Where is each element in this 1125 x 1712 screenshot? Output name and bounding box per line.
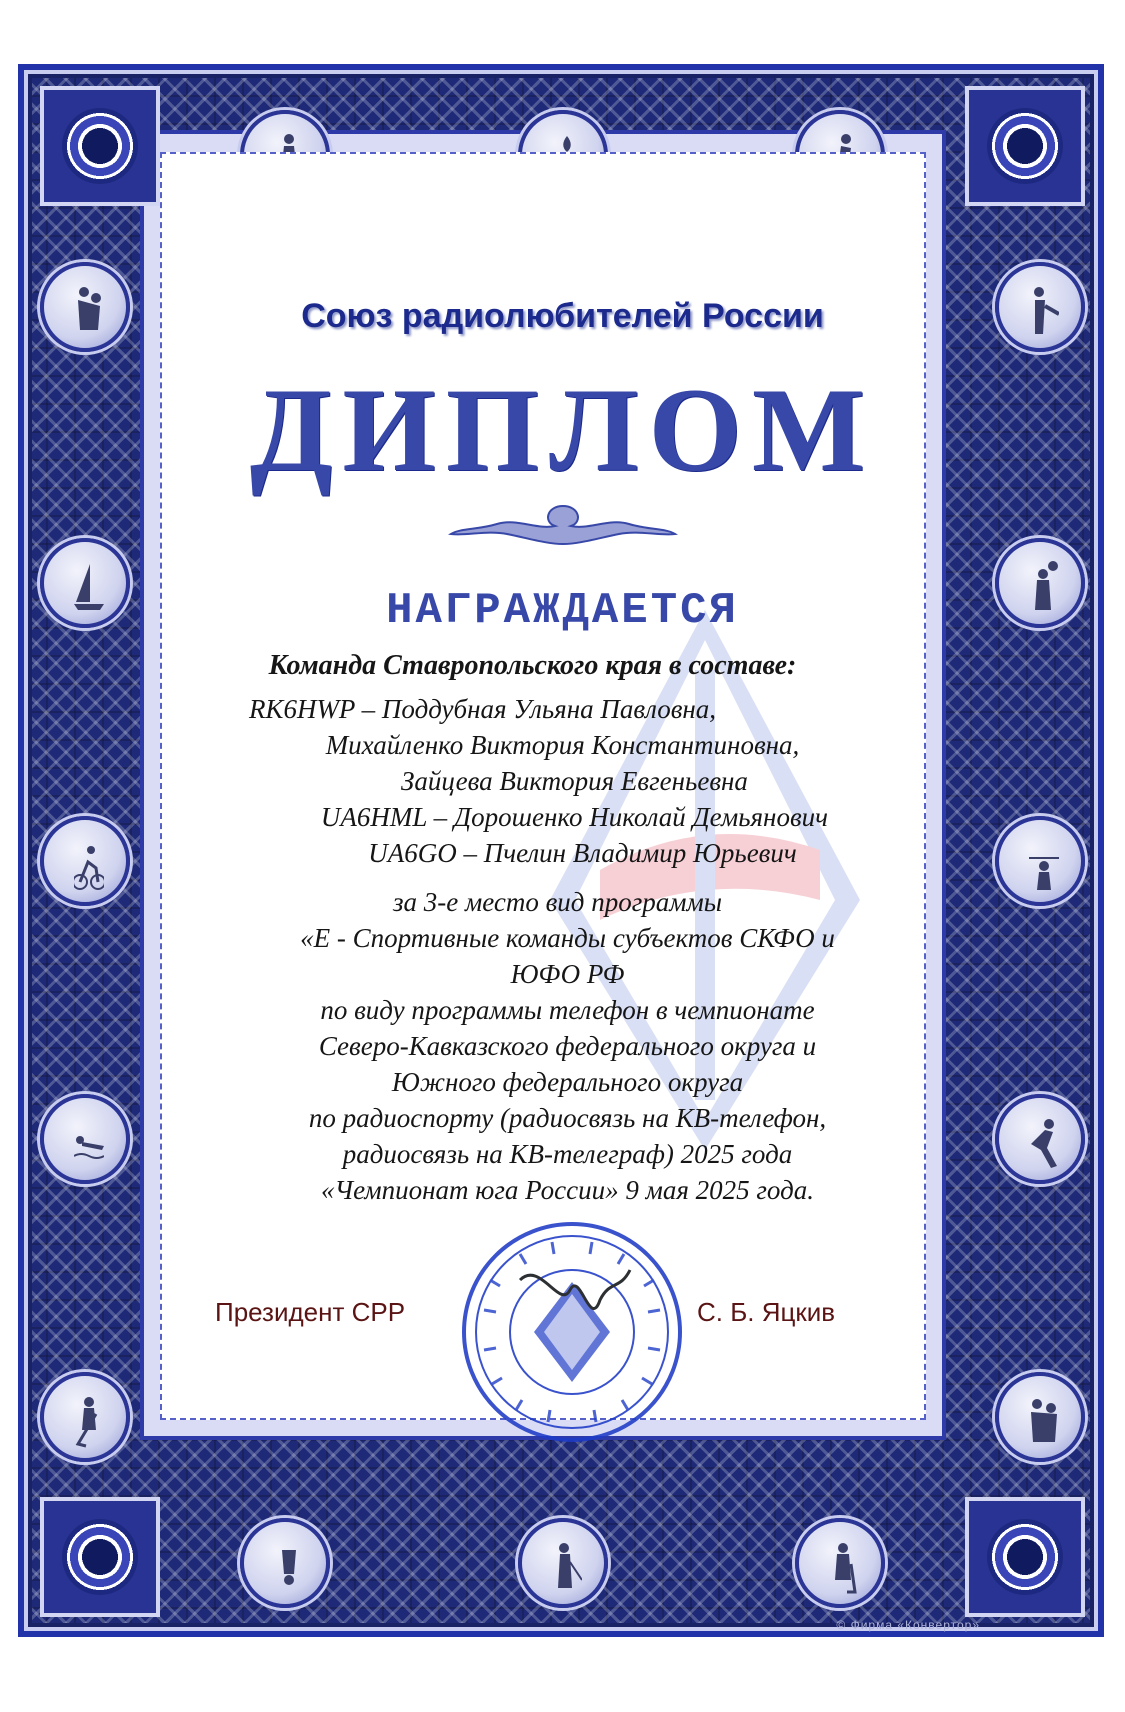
- award-text-line: за 3-е место вид программы: [392, 887, 722, 917]
- diploma-title: ДИПЛОМ: [249, 363, 876, 496]
- award-text-line: «Чемпионат юга России» 9 мая 2025 года.: [321, 1175, 814, 1205]
- acrobat-icon: [240, 1518, 330, 1608]
- publisher-mark: © Фирма «Конвертор»: [836, 1618, 980, 1632]
- awarded-heading: НАГРАЖДАЕТСЯ: [386, 586, 739, 636]
- ice-hockey-icon: [795, 1518, 885, 1608]
- ornament-flourish-icon: [447, 500, 679, 556]
- corner-rosette-bottom-left: [40, 1497, 160, 1617]
- member-line: Зайцева Виктория Евгеньевна: [401, 766, 748, 796]
- award-text-line: по виду программы телефон в чемпионате: [320, 995, 815, 1025]
- corner-rosette-bottom-right: [965, 1497, 1085, 1617]
- wrestlers-icon: [995, 1372, 1085, 1462]
- organization-title: Союз радиолюбителей России: [301, 297, 824, 335]
- fencer-icon: [518, 1518, 608, 1608]
- team-line: Команда Ставропольского края в составе:: [268, 650, 797, 681]
- official-seal-stamp-icon: [460, 1220, 685, 1445]
- award-text-line: по радиоспорту (радиосвязь на КВ-телефон,: [308, 1103, 827, 1133]
- award-text-line: радиосвязь на КВ-телеграф) 2025 года: [342, 1139, 793, 1169]
- award-text-line: Южного федерального округа: [391, 1067, 744, 1097]
- member-line: RK6HWP – Поддубная Ульяна Павловна,: [248, 694, 717, 724]
- signatory-name: С. Б. Яцкив: [697, 1297, 836, 1327]
- corner-rosette-top-left: [40, 86, 160, 206]
- member-line: UA6HML – Дорошенко Николай Демьянович: [320, 802, 829, 832]
- member-line: Михайленко Виктория Константиновна,: [325, 730, 800, 760]
- hockey-player-icon: [40, 1372, 130, 1462]
- award-text-line: Северо-Кавказского федерального округа и: [318, 1031, 817, 1061]
- member-line: UA6GO – Пчелин Владимир Юрьевич: [368, 838, 797, 868]
- award-text-line: «Е - Спортивные команды субъектов СКФО и: [300, 923, 835, 953]
- corner-rosette-top-right: [965, 86, 1085, 206]
- signatory-position: Президент СРР: [215, 1297, 406, 1327]
- award-text-line: ЮФО РФ: [510, 959, 625, 989]
